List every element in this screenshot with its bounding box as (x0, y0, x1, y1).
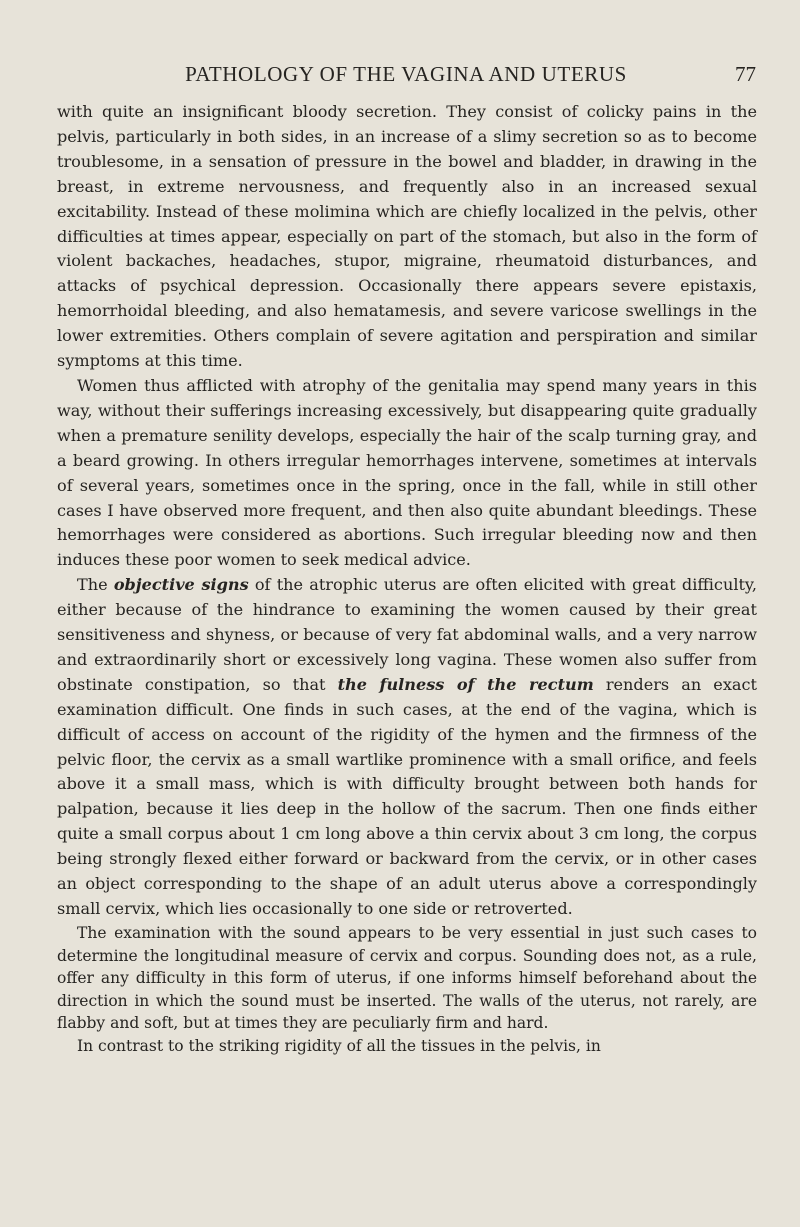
emphasis-fulness-of-rectum: the fulness of the rectum (337, 674, 594, 694)
paragraph-4: The examination with the sound appears to be very essential in just such cases to determine the longitudinal measure of cervix and corpus. Sounding does not, as a rule, offer any difficulty in this form of uterus, if one informs himself beforehand about the direction in which the sound must be inserted. The walls of the uterus, not rarely, are flabby and soft, but at times they are peculiarly firm and hard. (57, 923, 757, 1033)
paragraph-3 (57, 573, 757, 922)
paragraph-3-text-c: renders an exact examination difficult. One finds in such cases, at the end of the vagina, which is difficult of access on account of the rigidity of the hymen and the firmness of the pelvic floor, the cervix as a small wartlike prominence with a small orifice, and feels above it a small mass, which is with difficulty brought between both hands for palpation, because it lies deep in the hollow of the sacrum. Then one finds either quite a small corpus about 1 cm long above a thin cervix about 3 cm long, the corpus being strongly flexed either forward or backward from the cervix, or in other cases an object corresponding to the shape of an adult uterus above a correspondingly small cervix, which lies occasionally to one side or retroverted. (57, 674, 757, 918)
paragraph-1: with quite an insignificant bloody secretion. They consist of colicky pains in the pelvis, particularly in both sides, in an increase of a slimy secretion so as to become troublesome, in a sensation of pressure in the bowel and bladder, in drawing in the breast, in extreme nervousness, and frequently also in an increased sexual excitability. Instead of these molimina which are chiefly localized in the pelvis, other difficulties at times appear, especially on part of the stomach, but also in the form of violent backaches, headaches, stupor, migraine, rheumatoid disturbances, and attacks of psychical depression. Occasionally there appears severe epistaxis, hemorrhoidal bleeding, and also hematamesis, and severe varicose swellings in the lower extremities. Others complain of severe agitation and perspiration and similar symptoms at this time. (57, 102, 757, 371)
paragraph-3-text-a: The (77, 575, 114, 595)
paragraph-3-text-b: of the atrophic uterus are often elicited with great difficulty, either because of the hindrance to examining the women caused by their great sensitiveness and shyness, or because of very fat abdominal walls, and a very narrow and extraordinarily short or excessively long vagina. These women also suffer from obstinate constipation, so that (57, 575, 757, 694)
emphasis-objective-signs: objective signs (113, 575, 249, 595)
running-title: PATHOLOGY OF THE VAGINA AND UTERUS (185, 62, 627, 86)
paragraph-5: In contrast to the striking rigidity of all the tissues in the pelvis, in (77, 1036, 601, 1055)
page-number: 77 (735, 62, 756, 86)
paragraph-2: Women thus afflicted with atrophy of the genitalia may spend many years in this way, without their sufferings increasing excessively, but disappearing quite gradually when a premature senility develops, especially the hair of the scalp turning gray, and a beard growing. In others irregular hemorrhages intervene, sometimes at intervals of several years, sometimes once in the spring, once in the fall, while in still other cases I have observed more frequent, and then also quite abundant bleedings. These hemorrhages were considered as abortions. Such irregular bleeding now and then induces these poor women to seek medical advice. (57, 375, 757, 570)
body-text (57, 100, 757, 1057)
page-header (56, 62, 756, 90)
